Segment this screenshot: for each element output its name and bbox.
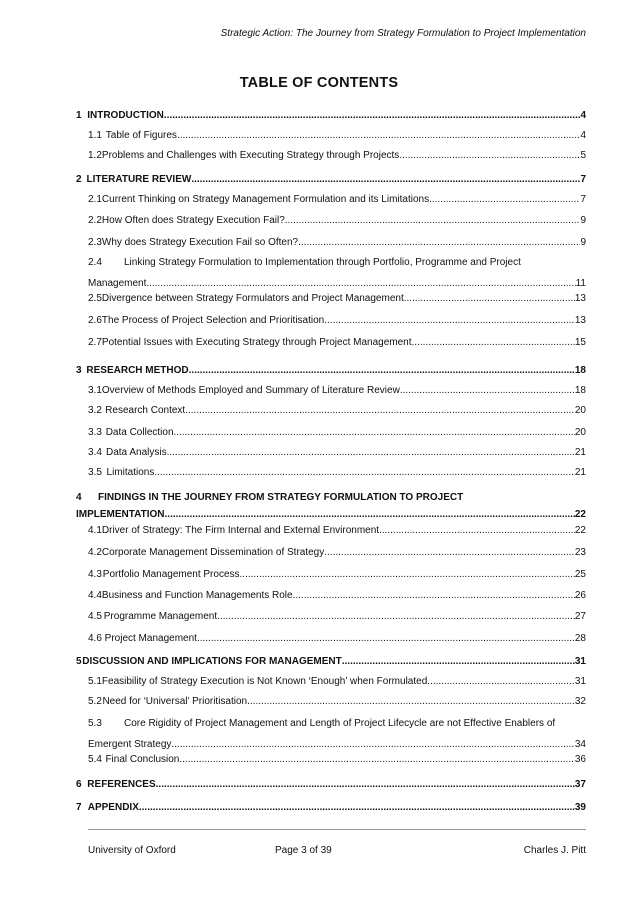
toc-entry-title: Why does Strategy Execution Fail so Often?	[101, 237, 299, 248]
toc-entry-leader	[427, 675, 575, 688]
toc-entry-page: 7	[580, 194, 586, 205]
toc-entry-title: How Often does Strategy Execution Fail?	[101, 215, 285, 226]
toc-entry-title: Current Thinking on Strategy Management Formulation and its Limitations	[101, 194, 430, 205]
toc-entry-leader	[404, 292, 575, 305]
toc-entry-number: 4.4	[88, 590, 102, 601]
toc-entry-number: 4.1	[88, 525, 102, 536]
toc-entry-title-continued: Management	[88, 278, 147, 289]
toc-entry-number: 5	[76, 656, 82, 667]
toc-entry[interactable]	[88, 675, 586, 688]
toc-entry-leader	[174, 426, 575, 439]
toc-entry-number: 3.4	[88, 447, 102, 458]
toc-entry-leader	[154, 466, 575, 479]
toc-entry-leader	[179, 753, 575, 766]
toc-entry-number: 2	[76, 174, 82, 185]
toc-entry-number: 7	[76, 802, 82, 813]
toc-title: TABLE OF CONTENTS	[239, 75, 399, 91]
toc-entry[interactable]	[88, 256, 586, 290]
toc-entry-leader	[185, 404, 575, 417]
toc-entry-number: 5.4	[88, 754, 102, 765]
toc-entry-leader	[164, 109, 581, 122]
toc-entry-page: 15	[574, 337, 586, 348]
toc-entry-number: 5.2	[88, 696, 102, 707]
toc-entry[interactable]	[88, 129, 586, 142]
toc-entry-page: 28	[574, 633, 586, 644]
toc-entry[interactable]	[88, 610, 586, 623]
toc-entry-page: 26	[574, 590, 586, 601]
toc-entry-page: 7	[580, 174, 586, 185]
toc-entry-page: 21	[574, 467, 586, 478]
toc-entry[interactable]	[88, 589, 586, 602]
toc-entry-leader	[379, 524, 575, 537]
toc-entry-title-continued: Emergent Strategy	[88, 739, 172, 750]
toc-entry-page: 11	[575, 278, 586, 289]
toc-entry-page: 22	[574, 509, 586, 520]
toc-entry-leader	[400, 384, 575, 397]
toc-entry-page: 34	[574, 739, 586, 750]
toc-entry[interactable]	[88, 717, 586, 751]
toc-entry-leader	[240, 568, 575, 581]
toc-entry-title: Feasibility of Strategy Execution is Not Known ‘Enough’ when Formulated	[101, 676, 428, 687]
toc-entry-page: 23	[574, 547, 586, 558]
toc-entry-leader	[429, 193, 580, 206]
toc-entry[interactable]	[88, 546, 586, 559]
toc-entry-page: 37	[574, 779, 586, 790]
toc-entry[interactable]	[88, 384, 586, 397]
toc-entry-leader	[298, 236, 580, 249]
toc-entry-page: 25	[574, 569, 586, 580]
toc-entry-title: Business and Function Managements Role	[101, 590, 293, 601]
toc-entry[interactable]	[88, 314, 586, 327]
toc-entry-page: 20	[574, 427, 586, 438]
table-of-contents	[0, 102, 638, 822]
toc-entry-page: 13	[574, 293, 586, 304]
toc-entry-leader	[412, 336, 575, 349]
toc-entry-title: Table of Figures	[105, 130, 177, 141]
running-header: Strategic Action: The Journey from Strategy Formulation to Project Implementation	[220, 28, 586, 39]
toc-entry-number: 2.2	[88, 215, 102, 226]
toc-entry-number: 2.6	[88, 315, 102, 326]
toc-entry[interactable]	[88, 404, 586, 417]
toc-entry-title: INTRODUCTION	[87, 110, 164, 121]
toc-entry-title: Programme Management	[103, 611, 218, 622]
toc-entry-leader	[165, 508, 575, 521]
toc-entry[interactable]	[88, 695, 586, 708]
toc-entry[interactable]	[88, 446, 586, 459]
toc-entry-page: 31	[574, 656, 586, 667]
toc-entry-number: 1.2	[88, 150, 102, 161]
toc-entry-leader	[293, 589, 575, 602]
toc-entry-title: Divergence between Strategy Formulators and Project Management	[101, 293, 404, 304]
toc-entry-page: 36	[574, 754, 586, 765]
toc-entry-number: 2.7	[88, 337, 102, 348]
footer-page-number: Page 3 of 39	[275, 845, 332, 856]
footer-institution: University of Oxford	[88, 845, 176, 856]
toc-entry-leader	[189, 364, 575, 377]
toc-entry-leader	[324, 546, 575, 559]
toc-entry-title: Potential Issues with Executing Strategy through Project Management	[101, 337, 412, 348]
toc-entry[interactable]	[88, 236, 586, 249]
toc-entry-page: 32	[574, 696, 586, 707]
toc-entry-leader	[139, 801, 575, 814]
toc-entry-title: LITERATURE REVIEW	[86, 174, 192, 185]
toc-entry-title: Overview of Methods Employed and Summary of Literature Review	[101, 385, 400, 396]
toc-entry-title: Limitations	[106, 467, 155, 478]
toc-entry[interactable]	[88, 336, 586, 349]
toc-entry-page: 4	[580, 110, 586, 121]
toc-entry-number: 4.2	[88, 547, 102, 558]
toc-entry-number: 5.3	[88, 718, 102, 729]
toc-entry-number: 3.1	[88, 385, 102, 396]
toc-entry-title: APPENDIX	[87, 802, 139, 813]
toc-entry-title: Core Rigidity of Project Management and Length of Project Lifecycle are not Effective Enablers of	[124, 718, 556, 729]
toc-entry-number: 4.5	[88, 611, 102, 622]
toc-entry[interactable]	[88, 149, 586, 162]
toc-entry-page: 20	[574, 405, 586, 416]
toc-entry-leader	[146, 277, 575, 290]
toc-entry[interactable]	[88, 753, 586, 766]
toc-entry-page: 18	[574, 385, 586, 396]
toc-entry-page: 39	[574, 802, 586, 813]
toc-entry-leader	[324, 314, 575, 327]
toc-entry-number: 3.3	[88, 427, 102, 438]
toc-entry-number: 2.4	[88, 257, 102, 268]
toc-entry-page: 21	[574, 447, 586, 458]
toc-entry-page: 22	[574, 525, 586, 536]
toc-entry-number: 5.1	[88, 676, 102, 687]
toc-entry-title: Project Management	[104, 633, 197, 644]
toc-entry-leader	[191, 173, 580, 186]
toc-entry-leader	[247, 695, 575, 708]
toc-entry-title: REFERENCES	[87, 779, 156, 790]
toc-entry-page: 5	[580, 150, 586, 161]
toc-entry-number: 2.3	[88, 237, 102, 248]
toc-entry-title: Portfolio Management Process	[102, 569, 240, 580]
toc-entry-leader	[197, 632, 575, 645]
toc-entry[interactable]	[76, 491, 586, 521]
toc-entry-number: 2.5	[88, 293, 102, 304]
toc-entry-title: The Process of Project Selection and Prioritisation	[101, 315, 325, 326]
toc-entry-page: 9	[580, 237, 586, 248]
toc-entry[interactable]	[76, 173, 586, 186]
footer-author: Charles J. Pitt	[523, 845, 586, 856]
toc-entry[interactable]	[88, 426, 586, 439]
toc-entry-page: 4	[580, 130, 586, 141]
toc-entry-leader	[342, 655, 575, 668]
toc-entry-page: 13	[574, 315, 586, 326]
toc-entry-number: 6	[76, 779, 82, 790]
toc-entry-leader	[167, 446, 575, 459]
toc-entry-leader	[177, 129, 581, 142]
toc-entry[interactable]	[76, 109, 586, 122]
toc-entry-title: Data Analysis	[106, 447, 167, 458]
toc-entry-page: 31	[574, 676, 586, 687]
toc-entry-number: 1	[76, 110, 82, 121]
toc-entry[interactable]	[88, 632, 586, 645]
footer-divider	[88, 829, 586, 830]
toc-entry-title: FINDINGS IN THE JOURNEY FROM STRATEGY FORMULATION TO PROJECT	[98, 492, 464, 503]
toc-entry-title: Research Context	[105, 405, 186, 416]
toc-entry-leader	[399, 149, 580, 162]
toc-entry-number: 3.2	[88, 405, 102, 416]
toc-entry-title: RESEARCH METHOD	[86, 365, 189, 376]
toc-entry-title: Problems and Challenges with Executing Strategy through Projects	[101, 150, 400, 161]
toc-entry-leader	[285, 214, 581, 227]
toc-entry-title-continued: IMPLEMENTATION	[76, 509, 165, 520]
toc-entry-page: 18	[574, 365, 586, 376]
toc-entry-title: Need for ‘Universal’ Prioritisation	[102, 696, 248, 707]
toc-entry-number: 3	[76, 365, 82, 376]
toc-entry-number: 2.1	[88, 194, 102, 205]
toc-entry-title: Final Conclusion	[105, 754, 180, 765]
toc-entry-title: Data Collection	[105, 427, 174, 438]
toc-entry-leader	[217, 610, 575, 623]
toc-entry-number: 4.3	[88, 569, 102, 580]
toc-entry-title: Linking Strategy Formulation to Implementation through Portfolio, Programme and Project	[124, 257, 521, 268]
toc-entry[interactable]	[88, 214, 586, 227]
toc-entry[interactable]	[76, 801, 586, 814]
toc-entry[interactable]	[88, 466, 586, 479]
toc-entry[interactable]	[88, 524, 586, 537]
toc-entry[interactable]	[76, 778, 586, 791]
toc-entry[interactable]	[76, 655, 586, 668]
toc-entry-number: 4	[76, 492, 82, 503]
toc-entry-number: 4.6	[88, 633, 102, 644]
toc-entry-page: 9	[580, 215, 586, 226]
toc-entry-leader	[156, 778, 575, 791]
toc-entry-title: DISCUSSION AND IMPLICATIONS FOR MANAGEMENT	[82, 656, 342, 667]
toc-entry-page: 27	[574, 611, 586, 622]
toc-entry-number: 1.1	[88, 130, 102, 141]
toc-entry-title: Driver of Strategy: The Firm Internal and External Environment	[101, 525, 380, 536]
toc-entry-number: 3.5	[88, 467, 102, 478]
toc-entry[interactable]	[88, 292, 586, 305]
toc-entry[interactable]	[88, 193, 586, 206]
toc-entry-leader	[171, 738, 575, 751]
toc-entry-title: Corporate Management Dissemination of Strategy	[101, 547, 325, 558]
toc-entry[interactable]	[88, 568, 586, 581]
toc-entry[interactable]	[76, 364, 586, 377]
